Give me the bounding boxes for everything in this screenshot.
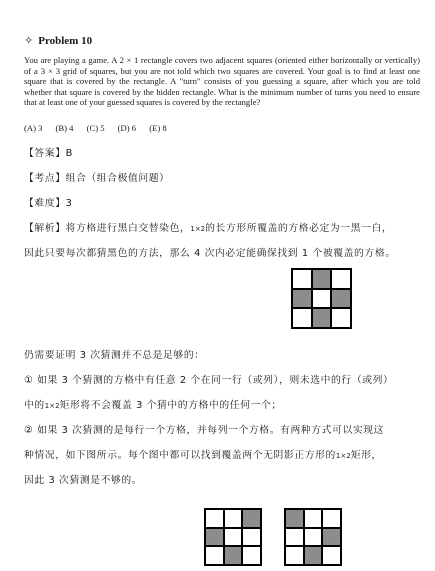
- proof-text-a: 中的: [24, 400, 45, 411]
- analysis-line-2: 因此只要每次都猜黑色的方法，那么 4 次内必定能确保找到 1 个被覆盖的方格。: [24, 248, 396, 259]
- unshaded-square: [292, 308, 312, 328]
- unshaded-square: [322, 509, 341, 528]
- analysis-text-b: 的长方形所覆盖的方格必定为一黑一白，: [205, 223, 393, 234]
- shaded-square: [331, 289, 351, 309]
- unshaded-square: [304, 528, 323, 547]
- shaded-square: [242, 509, 261, 528]
- topic-line: 【考点】组合（组合极值问题）: [24, 173, 170, 184]
- analysis-line-1: [24, 220, 392, 234]
- answer-choices: [24, 123, 178, 133]
- problem-heading: [24, 34, 92, 47]
- analysis-text-a: 【解析】将方格进行黑白交替染色，: [24, 223, 191, 234]
- dims-label: 1×2: [190, 225, 206, 233]
- proof-line-3: [24, 397, 282, 411]
- unshaded-square: [312, 289, 332, 309]
- star-icon: ✧: [24, 35, 34, 47]
- unshaded-square: [242, 546, 261, 565]
- choice-e: (E) 8: [149, 123, 167, 133]
- unshaded-square: [322, 546, 341, 565]
- choice-d: (D) 6: [117, 123, 137, 133]
- unshaded-square: [292, 269, 312, 289]
- difficulty-line: 【难度】3: [24, 198, 73, 209]
- shaded-square: [205, 528, 224, 547]
- dims-label: 1×2: [44, 402, 60, 410]
- shaded-square: [224, 546, 243, 565]
- shaded-square: [312, 269, 332, 289]
- problem-statement: You are playing a game. A 2 × 1 rectangle covers two adjacent squares (oriented either horizontally or vertically) of a 3 × 3 grid of squares, but you are not told which two squares are covered. Your goal is to find at least one square that is covered by the rectangle. A "turn" consists of you guessing a square, after which you are told whether that square is covered by the hidden rectangle. What is the minimum number of turns you need to ensure that at least one of your guessed squares is covered by the rectangle?: [24, 55, 420, 108]
- shaded-square: [292, 289, 312, 309]
- choice-a: (A) 3: [24, 123, 43, 133]
- shaded-square: [312, 308, 332, 328]
- problem-title: Problem 10: [38, 35, 93, 47]
- checkerboard-grid: [291, 268, 352, 329]
- proof-line-4: ② 如果 3 次猜测的是每行一个方格，并每列一个方格。有两种方式可以实现这: [24, 425, 385, 436]
- unshaded-square: [205, 546, 224, 565]
- unshaded-square: [304, 509, 323, 528]
- choice-b: (B) 4: [55, 123, 74, 133]
- shaded-square: [322, 528, 341, 547]
- proof-text-d: 矩形，: [350, 450, 382, 461]
- example-grid-right: [284, 508, 342, 566]
- proof-line-5: [24, 447, 382, 461]
- shaded-square: [304, 546, 323, 565]
- proof-text-c: 种情况，如下图所示。每个图中都可以找到覆盖两个无阴影正方形的: [24, 450, 336, 461]
- choice-c: (C) 5: [86, 123, 105, 133]
- proof-line-1: 仍需要证明 3 次猜测并不总是足够的：: [24, 350, 205, 361]
- unshaded-square: [285, 546, 304, 565]
- unshaded-square: [242, 528, 261, 547]
- unshaded-square: [224, 509, 243, 528]
- unshaded-square: [331, 308, 351, 328]
- shaded-square: [285, 509, 304, 528]
- example-grid-left: [204, 508, 262, 566]
- proof-line-2: ① 如果 3 个猜测的方格中有任意 2 个在同一行（或列），则未选中的行（或列）: [24, 375, 394, 386]
- unshaded-square: [331, 269, 351, 289]
- unshaded-square: [205, 509, 224, 528]
- dims-label: 1×2: [335, 452, 351, 460]
- proof-line-6: 因此 3 次猜测是不够的。: [24, 475, 143, 486]
- unshaded-square: [285, 528, 304, 547]
- answer-line: 【答案】B: [24, 148, 73, 159]
- unshaded-square: [224, 528, 243, 547]
- proof-text-b: 矩形将不会覆盖 3 个猜中的方格中的任何一个；: [59, 400, 282, 411]
